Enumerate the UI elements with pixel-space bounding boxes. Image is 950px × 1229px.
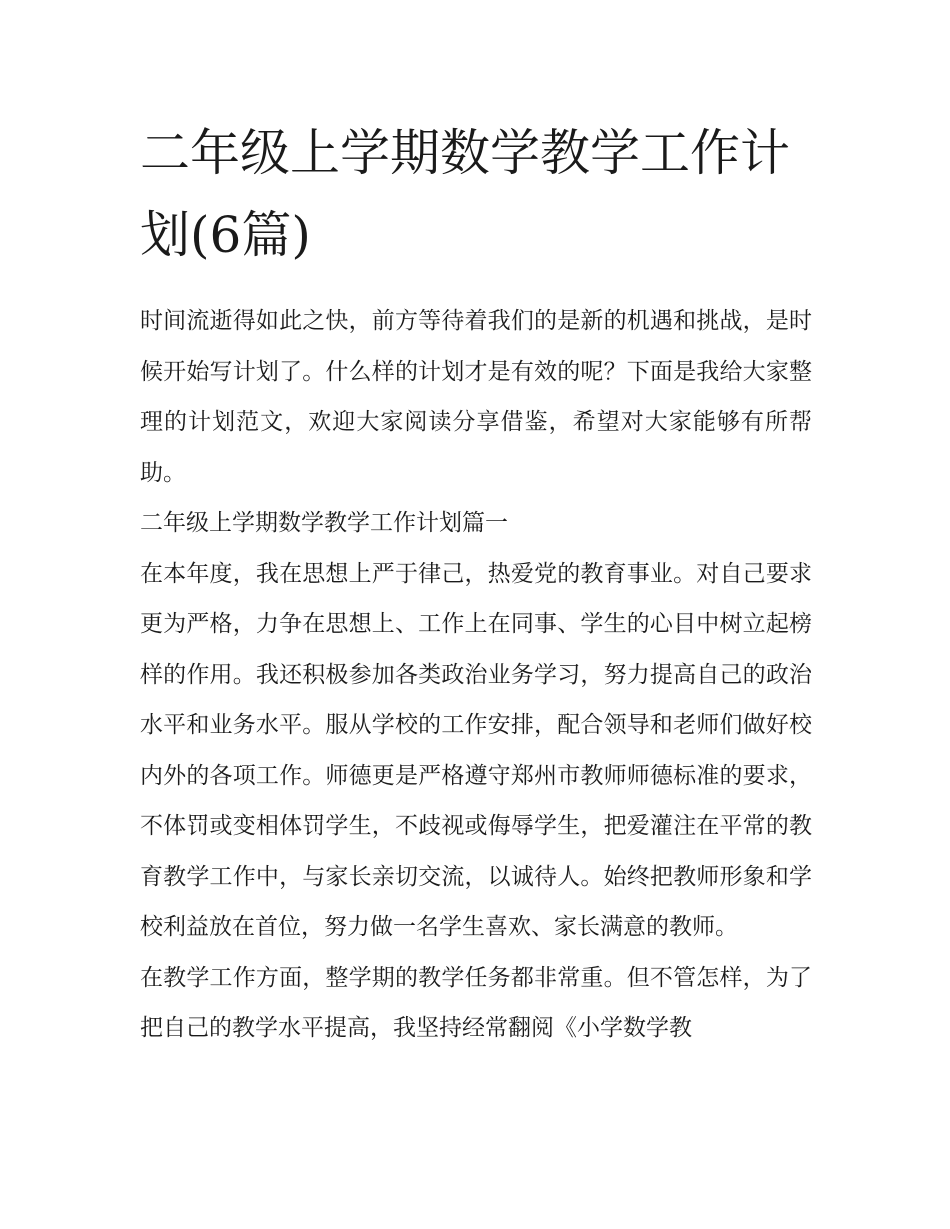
section-heading: 二年级上学期数学教学工作计划篇一 <box>140 510 508 536</box>
body-paragraph: 在本年度，我在思想上严于律己，热爱党的教育事业。对自己要求更为严格，力争在思想上、工作上在同事、学生的心目中树立起榜样的作用。我还积极参加各类政治业务学习，努力提高自己的政治水平和业务水平。服从学校的工作安排，配合领导和老师们做好校内外的各项工作。师德更是严格遵守郑州市教师师德标准的要求，不体罚或变相体罚学生，不歧视或侮辱学生，把爱灌注在平常的教育教学工作中，与家长亲切交流，以诚待人。始终把教师形象和学校利益放在首位，努力做一名学生喜欢、家长满意的教师。 <box>140 560 812 940</box>
intro-paragraph: 时间流逝得如此之快，前方等待着我们的是新的机遇和挑战，是时候开始写计划了。什么样的计划才是有效的呢？下面是我给大家整理的计划范文，欢迎大家阅读分享借鉴，希望对大家能够有所帮助。 <box>140 308 812 486</box>
body-paragraph: 在教学工作方面，整学期的教学任务都非常重。但不管怎样，为了把自己的教学水平提高，我坚持经常翻阅《小学数学教 <box>140 964 812 1041</box>
document-title: 二年级上学期数学教学工作计划(6篇) <box>140 124 790 264</box>
document-page <box>140 112 812 1054</box>
